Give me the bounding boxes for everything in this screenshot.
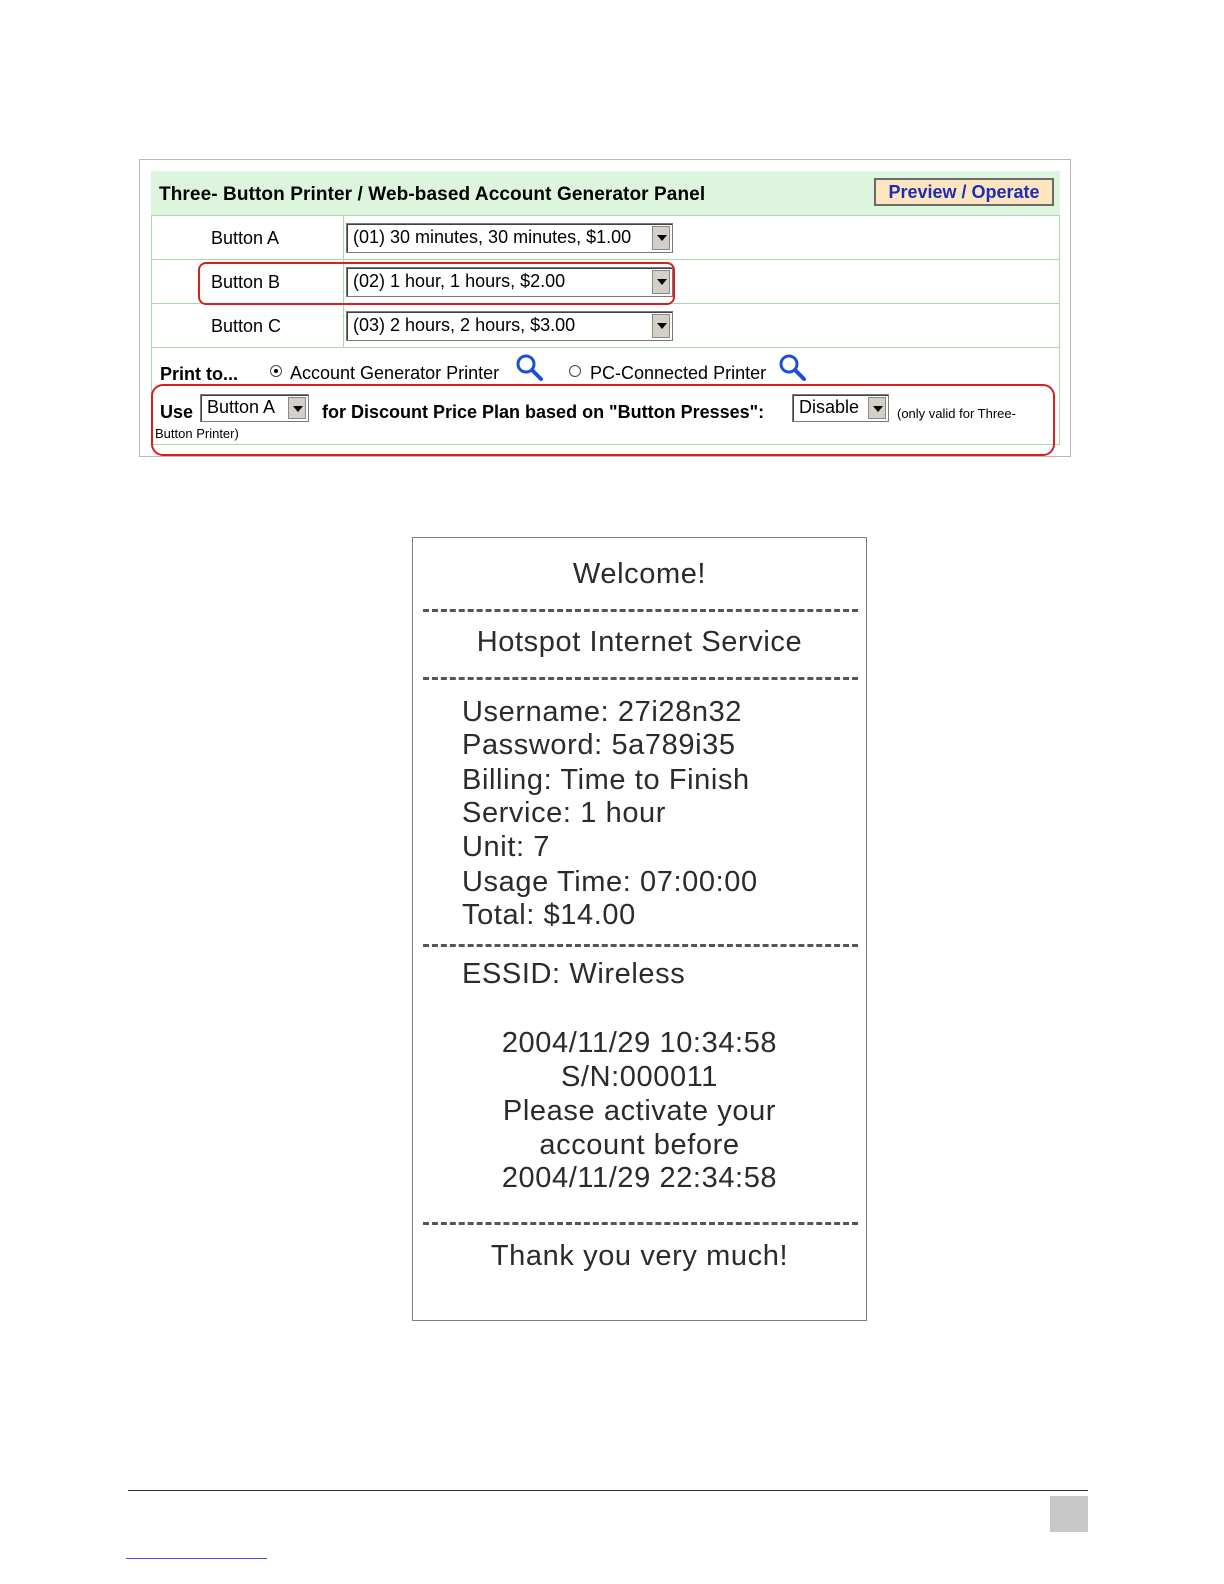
page-number-box [1050,1496,1088,1532]
button-c-label-cell [151,304,344,347]
receipt-essid: ESSID: Wireless [462,958,686,990]
preview-operate-button[interactable]: Preview / Operate [874,178,1054,206]
chevron-down-icon[interactable] [652,226,670,250]
pc-connected-printer-label[interactable]: PC-Connected Printer [590,363,767,383]
button-a-value: (01) 30 minutes, 30 minutes, $1.00 [353,227,632,247]
receipt-password: Password: 5a789i35 [462,729,736,761]
button-a-label-cell [151,216,344,259]
discount-plan-label: for Discount Price Plan based on "Button Presses": [322,402,765,422]
footer-rule [128,1490,1088,1491]
panel-title: Three- Button Printer / Web-based Account Generator Panel [159,184,706,205]
receipt-deadline: 2004/11/29 22:34:58 [501,1162,778,1194]
three-button-note-continued: Button Printer) [155,426,239,441]
receipt-service-name: Hotspot Internet Service [476,626,803,658]
chevron-down-icon[interactable] [652,314,670,338]
button-c-value: (03) 2 hours, 2 hours, $3.00 [353,315,576,335]
button-c-label: Button C [211,316,282,336]
discount-mode-value: Disable [799,397,860,417]
radio-pc-connected-printer[interactable] [569,365,581,377]
radio-account-generator-printer[interactable] [270,365,282,377]
discount-row-highlight [151,384,1055,456]
receipt-usage-time: Usage Time: 07:00:00 [462,866,758,898]
use-label: Use [160,402,194,422]
discount-button-value: Button A [207,397,276,417]
receipt-username: Username: 27i28n32 [462,696,743,728]
receipt-divider [423,609,858,612]
button-a-row [151,216,1060,260]
panel-header [151,171,1060,216]
button-b-highlight [198,262,675,305]
button-c-row [151,304,1060,348]
print-to-label: Print to... [160,364,238,384]
receipt-activate-line1: Please activate your [502,1095,777,1127]
button-c-select[interactable] [346,311,673,341]
receipt-divider [423,677,858,680]
search-icon[interactable] [777,353,807,381]
receipt-thanks: Thank you very much! [490,1240,789,1272]
button-b-value: (02) 1 hour, 1 hours, $2.00 [353,271,566,291]
receipt-unit: Unit: 7 [462,831,551,863]
receipt-datetime: 2004/11/29 10:34:58 [501,1027,778,1059]
button-a-label: Button A [211,228,280,248]
receipt-activate-line2: account before [539,1129,740,1161]
search-icon[interactable] [514,353,544,381]
receipt-divider [423,1222,858,1225]
button-b-label: Button B [211,272,281,292]
receipt-billing: Billing: Time to Finish [462,764,750,796]
account-generator-printer-label[interactable]: Account Generator Printer [290,363,500,383]
receipt-divider [423,944,858,947]
receipt-welcome: Welcome! [572,558,707,590]
footer-link-underline[interactable] [126,1558,267,1559]
receipt-total: Total: $14.00 [462,899,636,931]
receipt-serial: S/N:000011 [560,1061,719,1093]
button-a-select[interactable] [346,223,673,253]
three-button-note: (only valid for Three- [897,406,1016,421]
receipt-service: Service: 1 hour [462,797,667,829]
